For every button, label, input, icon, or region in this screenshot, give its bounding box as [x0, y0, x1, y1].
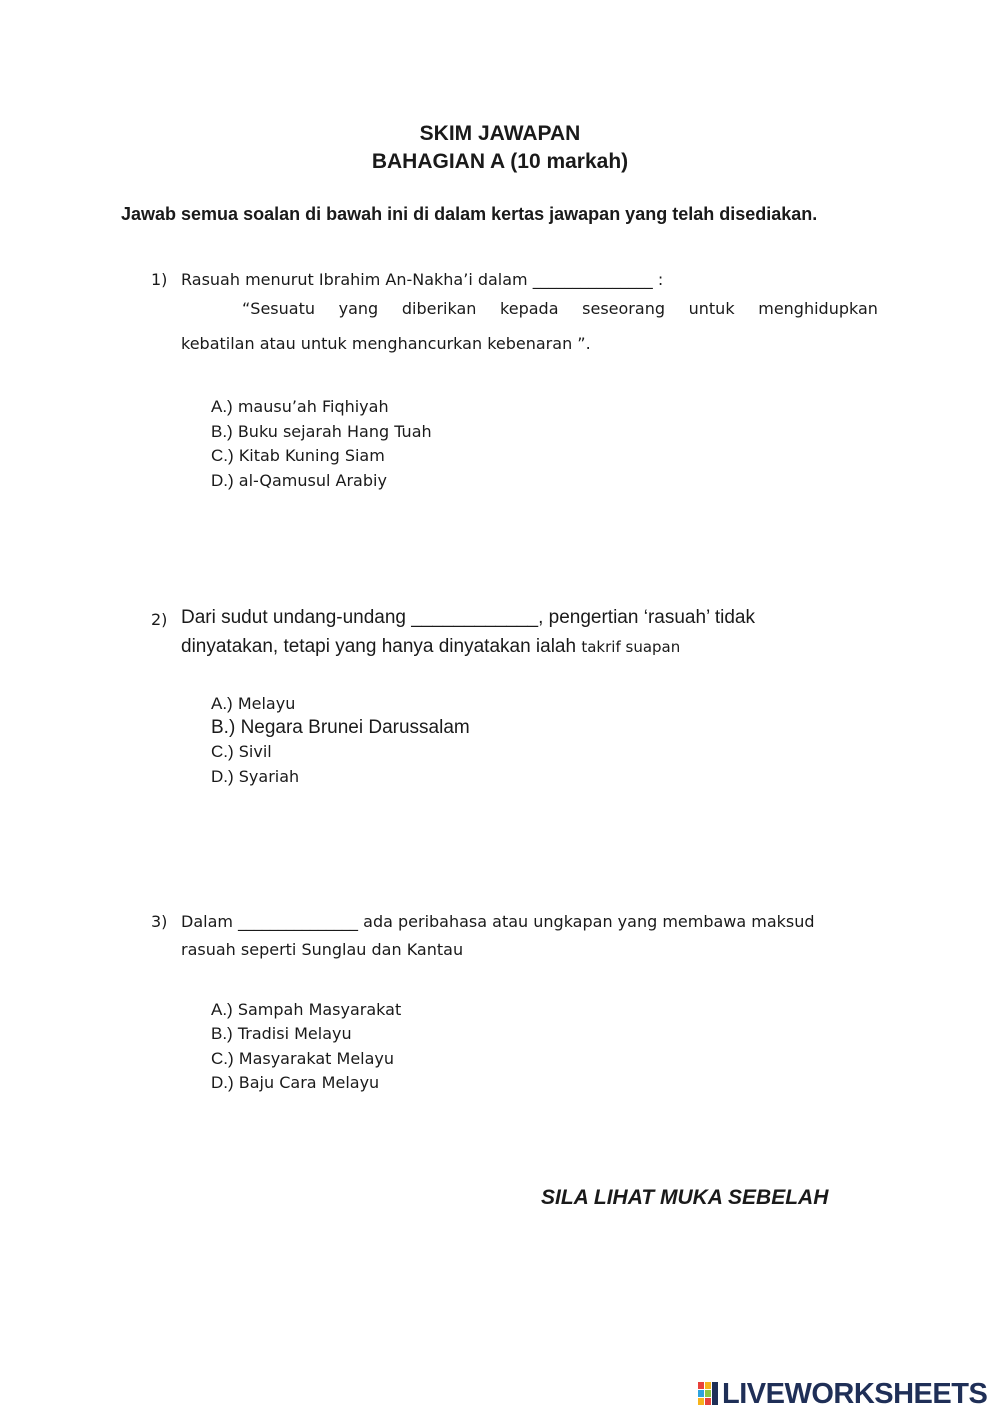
- option-text: mausu’ah Fiqhiyah: [237, 397, 389, 416]
- question-quote: [242, 299, 878, 318]
- option-c[interactable]: [211, 742, 272, 762]
- option-c[interactable]: [211, 1049, 394, 1069]
- option-a[interactable]: [211, 694, 295, 714]
- instruction-text: Jawab semua soalan di bawah ini di dalam kertas jawapan yang telah disediakan.: [121, 204, 818, 224]
- question-text: dinyatakan, tetapi yang hanya dinyatakan ialah: [181, 636, 577, 657]
- option-d[interactable]: [211, 1073, 379, 1093]
- question-text-tail: takrif suapan: [581, 638, 681, 656]
- liveworksheets-logo-icon: [698, 1380, 720, 1408]
- option-letter: A.): [211, 1000, 233, 1019]
- option-text: Syariah: [238, 767, 300, 786]
- option-letter: A.): [211, 397, 233, 416]
- question-text-line2: [181, 636, 680, 658]
- option-b[interactable]: [211, 717, 470, 739]
- option-b[interactable]: [211, 1024, 352, 1044]
- option-c[interactable]: [211, 446, 385, 466]
- quote-word: seseorang: [582, 299, 665, 318]
- option-letter: D.): [211, 1073, 234, 1092]
- page-title: SKIM JAWAPAN: [419, 122, 581, 145]
- question-number: 1): [151, 270, 168, 289]
- option-a[interactable]: [211, 1000, 401, 1020]
- quote-word: kepada: [500, 299, 559, 318]
- quote-word: untuk: [688, 299, 735, 318]
- quote-word: menghidupkan: [758, 299, 878, 318]
- question-text: Rasuah menurut Ibrahim An-Nakha’i dalam _______________ :: [181, 270, 664, 289]
- quote-word: diberikan: [401, 299, 477, 318]
- option-letter: B.): [211, 717, 236, 738]
- option-text: Sampah Masyarakat: [237, 1000, 402, 1019]
- option-b[interactable]: [211, 422, 432, 442]
- option-letter: C.): [211, 1049, 234, 1068]
- quote-word: yang: [338, 299, 379, 318]
- quote-word: “Sesuatu: [242, 299, 315, 318]
- liveworksheets-watermark: [698, 1378, 987, 1410]
- question-text: Dalam _______________ ada peribahasa atau ungkapan yang membawa maksud: [181, 912, 815, 931]
- option-a[interactable]: [211, 397, 389, 417]
- page-subtitle: BAHAGIAN A (10 markah): [371, 150, 629, 173]
- question-text: kebatilan atau untuk menghancurkan kebenaran ”.: [181, 334, 591, 353]
- option-letter: B.): [211, 1024, 233, 1043]
- option-text: Kitab Kuning Siam: [238, 446, 385, 465]
- option-letter: D.): [211, 471, 234, 490]
- option-text: Tradisi Melayu: [237, 1024, 352, 1043]
- question-text: rasuah seperti Sunglau dan Kantau: [181, 940, 464, 959]
- question-number: 3): [151, 912, 168, 931]
- option-text: Negara Brunei Darussalam: [240, 717, 470, 738]
- option-d[interactable]: [211, 767, 299, 787]
- option-d[interactable]: [211, 471, 387, 491]
- option-text: al-Qamusul Arabiy: [238, 471, 387, 490]
- watermark-text: LIVEWORKSHEETS: [722, 1377, 988, 1410]
- option-text: Masyarakat Melayu: [238, 1049, 395, 1068]
- option-text: Sivil: [238, 742, 272, 761]
- footer-note: SILA LIHAT MUKA SEBELAH: [541, 1186, 829, 1209]
- question-number: 2): [151, 610, 168, 629]
- option-text: Buku sejarah Hang Tuah: [237, 422, 432, 441]
- option-letter: B.): [211, 422, 233, 441]
- option-letter: C.): [211, 742, 234, 761]
- question-text: Dari sudut undang-undang ____________, pengertian ‘rasuah’ tidak: [181, 607, 755, 628]
- option-letter: A.): [211, 694, 233, 713]
- option-letter: D.): [211, 767, 234, 786]
- option-text: Melayu: [237, 694, 296, 713]
- option-letter: C.): [211, 446, 234, 465]
- option-text: Baju Cara Melayu: [238, 1073, 380, 1092]
